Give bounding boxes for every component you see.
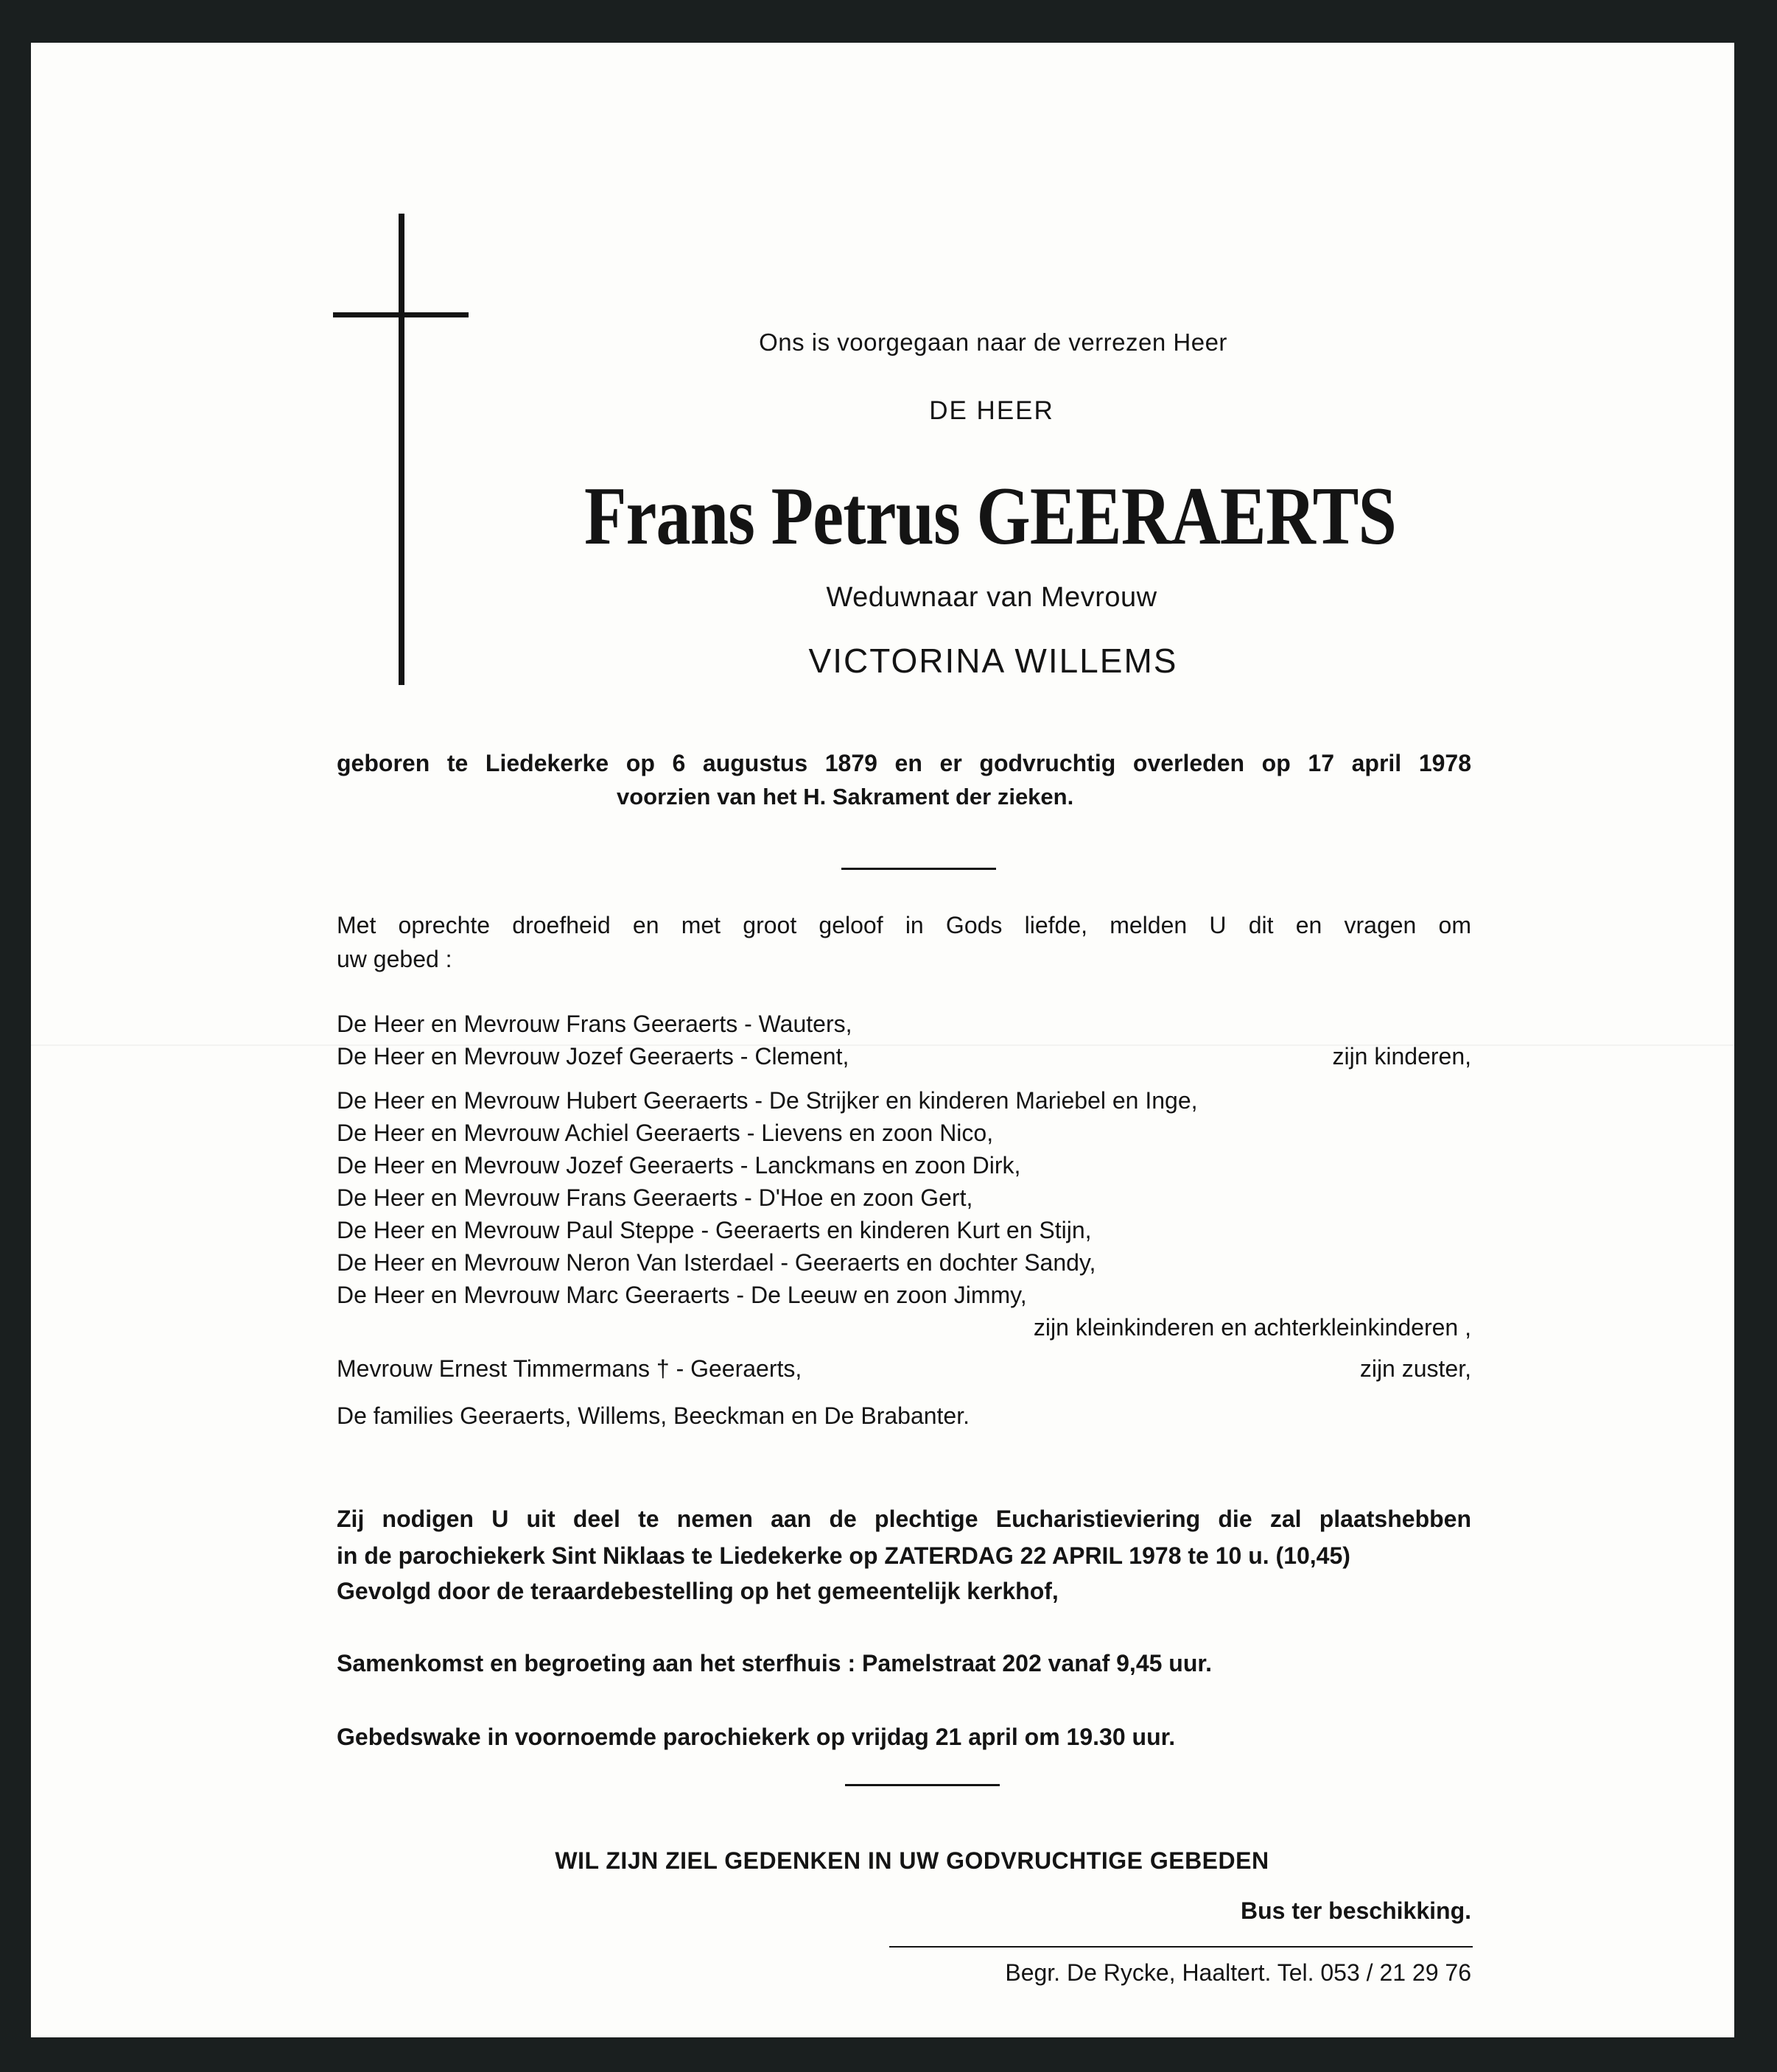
invitation-line: Zij nodigen U uit deel te nemen aan de plechtige Eucharistieviering die zal plaatshebben [337, 1506, 1471, 1532]
announcement-line: uw gebed : [337, 946, 452, 972]
invitation-line: Gevolgd door de teraardebestelling op het gemeentelijk kerkhof, [337, 1578, 1059, 1604]
intro-text: Ons is voorgegaan naar de verrezen Heer [759, 329, 1227, 356]
mourning-card [31, 43, 1734, 2037]
family-line: De Heer en Mevrouw Marc Geeraerts - De Leeuw en zoon Jimmy, [337, 1282, 1027, 1308]
family-line: De Heer en Mevrouw Jozef Geeraerts - Lanckmans en zoon Dirk, [337, 1152, 1021, 1179]
families-line: De families Geeraerts, Willems, Beeckman en De Brabanter. [337, 1402, 970, 1429]
sacrament-line: voorzien van het H. Sakrament der zieken. [617, 784, 1074, 810]
family-line: De Heer en Mevrouw Jozef Geeraerts - Clement, [337, 1043, 849, 1070]
deceased-name: Frans Petrus GEERAERTS [583, 471, 1397, 562]
relation-label: zijn zuster, [1359, 1355, 1471, 1382]
spouse-name: VICTORINA WILLEMS [808, 642, 1178, 680]
cross-icon [399, 214, 404, 685]
bus-note: Bus ter beschikking. [1241, 1897, 1471, 1924]
invitation-line: in de parochiekerk Sint Niklaas te Liedekerke op ZATERDAG 22 APRIL 1978 te 10 u. (10,45) [337, 1542, 1350, 1569]
family-line: De Heer en Mevrouw Neron Van Isterdael - Geeraerts en dochter Sandy, [337, 1249, 1096, 1276]
announcement-line: Met oprechte droefheid en met groot geloof in Gods liefde, melden U dit en vragen om [337, 912, 1471, 938]
birth-line: geboren te Liedekerke op 6 augustus 1879 en er godvruchtig overleden op 17 april 1978 [337, 750, 1471, 776]
gathering-line: Samenkomst en begroeting aan het sterfhuis : Pamelstraat 202 vanaf 9,45 uur. [337, 1650, 1212, 1676]
cross-icon-bar [333, 312, 469, 317]
family-line: De Heer en Mevrouw Frans Geeraerts - D'Hoe en zoon Gert, [337, 1184, 973, 1211]
family-line: De Heer en Mevrouw Achiel Geeraerts - Lievens en zoon Nico, [337, 1120, 994, 1146]
undertaker-divider [889, 1946, 1473, 1948]
undertaker-line: Begr. De Rycke, Haaltert. Tel. 053 / 21 29 76 [1005, 1959, 1471, 1986]
section-divider [841, 868, 996, 870]
family-line: Mevrouw Ernest Timmermans † - Geeraerts, [337, 1355, 802, 1382]
section-divider [845, 1784, 1000, 1786]
family-line: De Heer en Mevrouw Hubert Geeraerts - De Strijker en kinderen Mariebel en Inge, [337, 1087, 1198, 1114]
vigil-line: Gebedswake in voornoemde parochiekerk op vrijdag 21 april om 19.30 uur. [337, 1724, 1176, 1750]
paper-fold [31, 1044, 1734, 1046]
family-line: De Heer en Mevrouw Paul Steppe - Geeraerts en kinderen Kurt en Stijn, [337, 1217, 1092, 1243]
relation-label: zijn kleinkinderen en achterkleinkinderen , [1033, 1314, 1471, 1341]
widow-of-label: Weduwnaar van Mevrouw [826, 582, 1157, 613]
closing-prayer: WIL ZIJN ZIEL GEDENKEN IN UW GODVRUCHTIGE GEBEDEN [555, 1847, 1269, 1874]
title-prefix: DE HEER [929, 396, 1054, 425]
relation-label: zijn kinderen, [1332, 1043, 1471, 1070]
family-line: De Heer en Mevrouw Frans Geeraerts - Wauters, [337, 1011, 852, 1037]
